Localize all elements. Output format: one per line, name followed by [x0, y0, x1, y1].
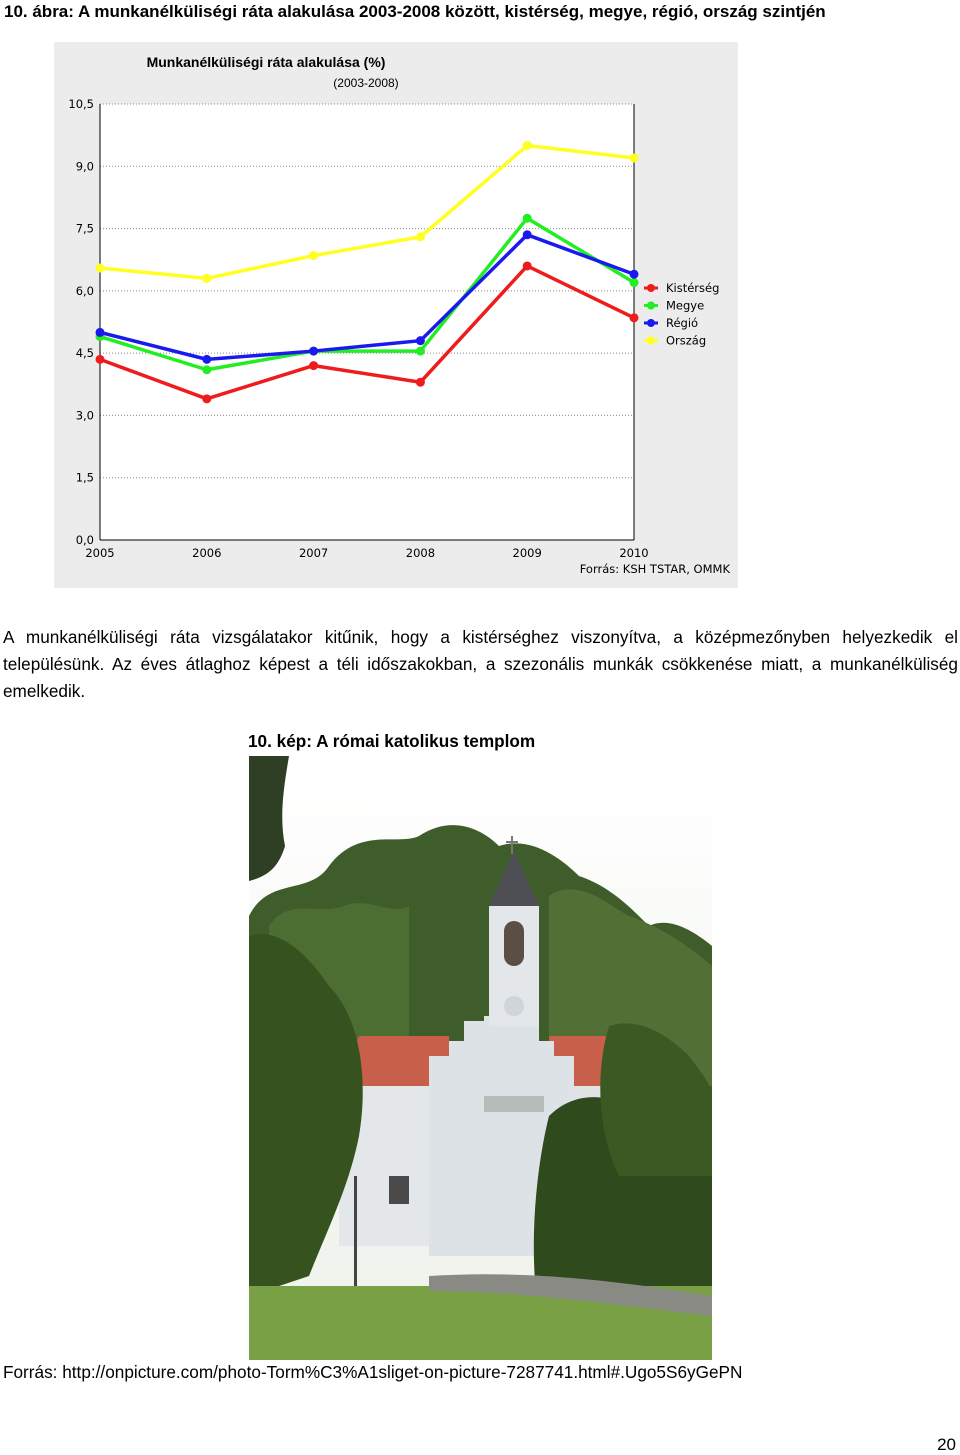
church-photo — [249, 756, 712, 1360]
data-point — [202, 355, 211, 364]
legend-label: Régió — [666, 316, 699, 330]
legend-label: Megye — [666, 298, 705, 313]
data-point — [630, 153, 639, 162]
data-point — [416, 232, 425, 241]
body-paragraph: A munkanélküliségi ráta vizsgálatakor kitűnik, hogy a kistérséghez viszonyítva, a középmezőnyben helyezkedik el településünk. Az éves átlaghoz képest a téli időszakokban, a szezonális munkák csökkenése miatt, a munkanélküliség emelkedik. — [3, 627, 958, 701]
y-tick-label: 9,0 — [75, 159, 94, 174]
page-number: 20 — [937, 1435, 956, 1454]
x-tick-label: 2006 — [192, 546, 222, 560]
data-point — [630, 278, 639, 287]
legend-label: Ország — [666, 333, 707, 348]
legend-marker — [647, 337, 655, 345]
data-point — [202, 365, 211, 374]
data-point — [416, 378, 425, 387]
y-tick-label: 1,5 — [75, 470, 94, 485]
data-point — [523, 214, 532, 223]
church-illustration — [249, 756, 712, 1360]
y-tick-label: 0,0 — [75, 533, 94, 547]
chart-title: Munkanélküliségi ráta alakulása (%) — [146, 54, 386, 70]
figure-caption: 10. ábra: A munkanélküliségi ráta alakulása 2003-2008 között, kistérség, megye, régió, ország szintjén — [4, 2, 826, 21]
chart-source: Forrás: KSH TSTAR, OMMK — [579, 562, 730, 576]
data-point — [523, 230, 532, 239]
data-point — [96, 355, 105, 364]
photo-source: Forrás: http://onpicture.com/photo-Torm%C3%A1sliget-on-picture-7287741.html#.Ugo5S6yGePN — [3, 1362, 743, 1382]
x-tick-label: 2009 — [512, 546, 542, 560]
x-tick-label: 2008 — [405, 546, 436, 560]
data-point — [309, 347, 318, 356]
data-point — [202, 394, 211, 403]
y-tick-label: 10,5 — [68, 97, 94, 111]
data-point — [96, 264, 105, 273]
data-point — [309, 361, 318, 370]
y-tick-label: 7,5 — [75, 221, 94, 236]
y-tick-label: 4,5 — [75, 346, 94, 361]
plot-area — [100, 104, 634, 540]
data-point — [416, 336, 425, 345]
x-tick-label: 2010 — [619, 546, 649, 560]
data-point — [309, 251, 318, 260]
data-point — [523, 261, 532, 270]
data-point — [523, 141, 532, 150]
data-point — [96, 328, 105, 337]
data-point — [630, 313, 639, 322]
legend — [644, 281, 719, 348]
data-point — [202, 274, 211, 283]
x-tick-label: 2005 — [85, 546, 115, 560]
legend-marker — [647, 284, 655, 292]
data-point — [630, 270, 639, 279]
chart-subtitle: (2003-2008) — [333, 76, 399, 90]
chart-svg — [54, 42, 738, 588]
y-tick-label: 3,0 — [75, 408, 94, 423]
legend-label: Kistérség — [666, 281, 720, 295]
line-chart — [54, 42, 738, 588]
legend-marker — [647, 319, 655, 327]
data-point — [416, 347, 425, 356]
x-tick-label: 2007 — [298, 546, 329, 560]
legend-marker — [647, 302, 655, 310]
y-tick-label: 6,0 — [75, 283, 94, 298]
photo-caption: 10. kép: A római katolikus templom — [248, 731, 536, 751]
